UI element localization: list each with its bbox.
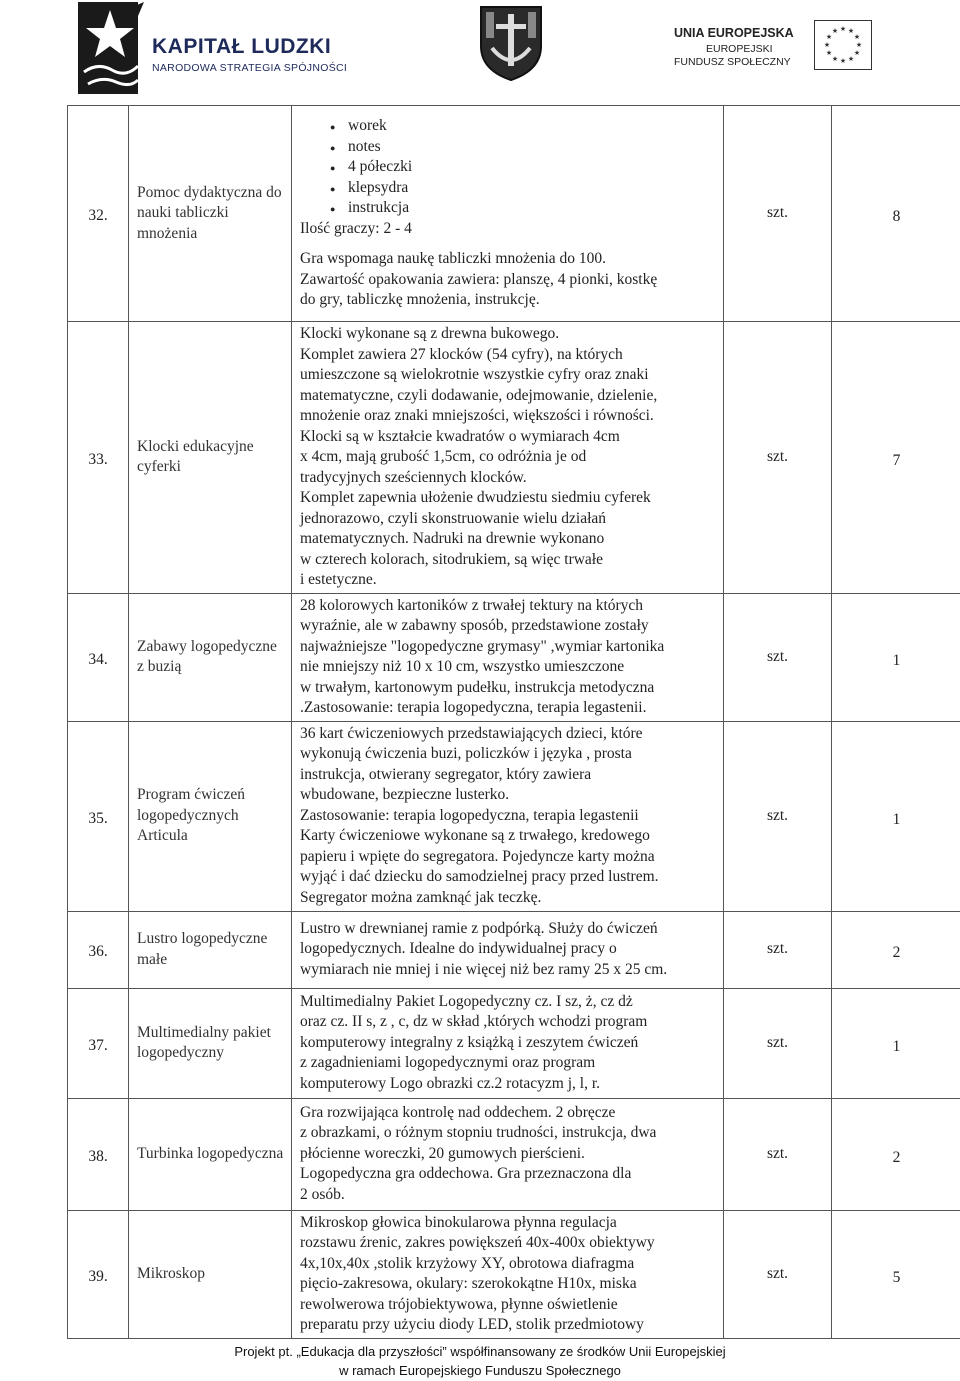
description-line: komputerowy Logo obrazki cz.2 rotacyzm j, l, r. [300, 1074, 601, 1092]
description-line [300, 239, 717, 249]
description-line: wyjąć i dać dziecku do samodzielnej pracy przed lustrem. [300, 868, 659, 886]
footer-line-1: Projekt pt. „Edukacja dla przyszłości” współfinansowany ze środków Unii Europejskiej [234, 1344, 726, 1359]
list-item: ● klepsydra [330, 178, 717, 199]
svg-text:★: ★ [831, 27, 839, 35]
item-quantity: 7 [832, 322, 960, 594]
item-description [292, 106, 724, 322]
description-line: i estetyczne. [300, 571, 377, 588]
svg-text:★: ★ [853, 33, 861, 41]
item-quantity: 1 [832, 988, 960, 1098]
item-number: 34. [68, 593, 129, 721]
item-name: Klocki edukacyjne cyferki [129, 322, 292, 594]
item-quantity: 2 [832, 1098, 960, 1210]
item-number: 33. [68, 322, 129, 594]
svg-text:★: ★ [831, 55, 839, 63]
list-item: ● worek [330, 116, 717, 137]
description-line: Klocki wykonane są z drewna bukowego. [300, 325, 560, 342]
table-row [68, 322, 960, 594]
table-row [68, 1210, 960, 1338]
svg-text:★: ★ [825, 33, 833, 41]
description-line: matematyczne, czyli dodawanie, odejmowanie, dzielenie, [300, 386, 658, 404]
svg-text:★: ★ [825, 49, 833, 57]
description-line: rewolwerowa trójobiektywowa, płynne oświetlenie [300, 1295, 618, 1313]
description-line: komputerowy integralny z książką i zeszytem ćwiczeń [300, 1033, 639, 1051]
kapital-ludzki-star-icon [78, 2, 158, 94]
list-item: ● notes [330, 137, 717, 158]
description-line: jednorazowo, czyli skonstruowanie wielu działań [300, 509, 607, 527]
contents-list [330, 116, 717, 219]
items-table [67, 105, 960, 1339]
item-description [292, 1210, 724, 1338]
item-quantity: 5 [832, 1210, 960, 1338]
description-line: z zagadnieniami logopedycznymi oraz program [300, 1054, 596, 1072]
item-unit: szt. [724, 911, 832, 988]
item-description [292, 593, 724, 721]
description-line: x 4cm, mają grubość 1,5cm, co odróżnia je od [300, 448, 587, 465]
description-line: tradycyjnych sześciennych klocków. [300, 468, 527, 486]
description-line: Logopedyczna gra oddechowa. Gra przeznaczona dla [300, 1165, 632, 1183]
svg-text:★: ★ [847, 55, 855, 63]
item-description [292, 1098, 724, 1210]
description-line: oraz cz. II s, z , c, dz w skład ,których wchodzi program [300, 1013, 648, 1031]
document-header [0, 0, 960, 100]
item-description [292, 721, 724, 911]
description-line: Lustro w drewnianej ramie z podpórką. Służy do ćwiczeń [300, 919, 658, 937]
eu-logo [674, 20, 874, 76]
item-unit: szt. [724, 593, 832, 721]
description-line: wyraźnie, ale w zabawny sposób, przedstawione zostały [300, 617, 649, 634]
item-name: Mikroskop [129, 1210, 292, 1338]
item-unit: szt. [724, 322, 832, 594]
table-row [68, 988, 960, 1098]
description-line: do gry, tabliczkę mnożenia, instrukcję. [300, 291, 540, 309]
description-line: w trwałym, kartonowym pudełku, instrukcja metodyczna [300, 678, 655, 696]
item-number: 35. [68, 721, 129, 911]
item-name: Program ćwiczeń logopedycznych Articula [129, 721, 292, 911]
description-line: logopedycznych. Idealne do indywidualnej pracy o [300, 940, 617, 958]
item-description [292, 911, 724, 988]
description-line: matematycznych. Nadruki na drewnie wykonano [300, 530, 605, 547]
table-row [68, 721, 960, 911]
kapital-ludzki-subtitle: NARODOWA STRATEGIA SPÓJNOŚCI [152, 62, 348, 74]
document-footer [0, 1330, 960, 1381]
description-line: Segregator można zamknąć jak teczkę. [300, 888, 542, 906]
item-name: Turbinka logopedyczna [129, 1098, 292, 1210]
description-line: papieru i wpięte do segregatora. Pojedyncze karty można [300, 847, 655, 865]
svg-text:★: ★ [823, 41, 831, 49]
description-line: 2 osób. [300, 1185, 345, 1203]
item-name: Zabawy logopedyczne z buzią [129, 593, 292, 721]
footer-line-2: w ramach Europejskiego Funduszu Społecznego [339, 1363, 621, 1378]
coat-of-arms-icon [478, 4, 544, 82]
description-line: preparatu przy użyciu diody LED, stolik przedmiotowy [300, 1316, 644, 1333]
description-line: Gra rozwijająca kontrolę nad oddechem. 2 obręcze [300, 1103, 616, 1121]
list-item: ● instrukcja [330, 198, 717, 219]
item-name: Pomoc dydaktyczna do nauki tabliczki mnożenia [129, 106, 292, 322]
item-name: Multimedialny pakiet logopedyczny [129, 988, 292, 1098]
list-item: ● 4 półeczki [330, 157, 717, 178]
item-description [292, 988, 724, 1098]
description-line: rozstawu źrenic, zakres powiększeń 40x-400x obiektywy [300, 1234, 655, 1251]
item-number: 36. [68, 911, 129, 988]
item-quantity: 1 [832, 593, 960, 721]
item-description [292, 322, 724, 594]
description-line: 4x,10x,40x ,stolik krzyżowy XY, obrotowa diafragma [300, 1254, 635, 1272]
description-line: Klocki są w kształcie kwadratów o wymiarach 4cm [300, 427, 620, 445]
description-line: Ilość graczy: 2 - 4 [300, 219, 412, 237]
item-unit: szt. [724, 1098, 832, 1210]
description-line: Zawartość opakowania zawiera: planszę, 4 pionki, kostkę [300, 270, 658, 288]
description-line: Gra wspomaga naukę tabliczki mnożenia do 100. [300, 250, 607, 268]
item-number: 32. [68, 106, 129, 322]
eu-line-3: FUNDUSZ SPOŁECZNY [674, 56, 791, 68]
eu-line-2: EUROPEJSKI [706, 43, 773, 55]
svg-text:★: ★ [853, 49, 861, 57]
description-line: wbudowane, bezpieczne lusterko. [300, 786, 510, 804]
description-line: umieszczone są wielokrotnie wszystkie cyfry oraz znaki [300, 366, 649, 383]
description-line: mnożenie oraz znaki mniejszości, większości i równości. [300, 407, 654, 424]
item-number: 39. [68, 1210, 129, 1338]
table-row [68, 1098, 960, 1210]
item-quantity: 2 [832, 911, 960, 988]
item-unit: szt. [724, 721, 832, 911]
description-line: z obrazkami, o różnym stopniu trudności, instrukcja, dwa [300, 1124, 657, 1142]
item-quantity: 1 [832, 721, 960, 911]
item-unit: szt. [724, 106, 832, 322]
kapital-ludzki-title: KAPITAŁ LUDZKI [152, 35, 332, 58]
description-line: .Zastosowanie: terapia logopedyczna, terapia legastenii. [300, 699, 647, 716]
description-line: Komplet zapewnia ułożenie dwudziestu siedmiu cyferek [300, 489, 651, 506]
item-unit: szt. [724, 1210, 832, 1338]
description-line: pięcio-zakresowa, okulary: szerokokątne H10x, miska [300, 1275, 637, 1292]
description-line: Zastosowanie: terapia logopedyczna, terapia legastenii [300, 806, 639, 824]
description-line: Mikroskop głowica binokularowa płynna regulacja [300, 1213, 617, 1231]
svg-text:★: ★ [855, 41, 863, 49]
item-number: 37. [68, 988, 129, 1098]
description-line: w czterech kolorach, sitodrukiem, są więc trwałe [300, 550, 603, 568]
description-line: nie mniejszy niż 10 x 10 cm, wszystko umieszczone [300, 658, 625, 675]
svg-text:★: ★ [847, 27, 855, 35]
description-line: Multimedialny Pakiet Logopedyczny cz. I sz, ż, cz dż [300, 992, 633, 1010]
description-line: Karty ćwiczeniowe wykonane są z trwałego, kredowego [300, 827, 650, 845]
item-name: Lustro logopedyczne małe [129, 911, 292, 988]
description-line: płócienne woreczki, 20 gumowych pierścieni. [300, 1144, 585, 1162]
description-line: wykonują ćwiczenia buzi, policzków i języka , prosta [300, 745, 632, 763]
item-number: 38. [68, 1098, 129, 1210]
kapital-ludzki-logo [78, 2, 358, 96]
table-row [68, 911, 960, 988]
svg-text:★: ★ [839, 25, 847, 33]
description-line: instrukcja, otwierany segregator, który zawiera [300, 765, 592, 783]
description-line: wymiarach nie mniej i nie więcej niż bez ramy 25 x 25 cm. [300, 960, 668, 978]
description-line: najważniejsze "logopedyczne grymasy" ,wymiar kartonika [300, 637, 665, 655]
table-row [68, 593, 960, 721]
eu-title: UNIA EUROPEJSKA [674, 26, 794, 40]
description-line: 28 kolorowych kartoników z trwałej tektury na których [300, 596, 644, 614]
svg-text:★: ★ [839, 57, 847, 65]
item-quantity: 8 [832, 106, 960, 322]
description-line: 36 kart ćwiczeniowych przedstawiających dzieci, które [300, 724, 643, 742]
eu-flag-icon [814, 20, 872, 70]
item-unit: szt. [724, 988, 832, 1098]
description-line: Komplet zawiera 27 klocków (54 cyfry), na których [300, 345, 623, 363]
table-row [68, 106, 960, 322]
